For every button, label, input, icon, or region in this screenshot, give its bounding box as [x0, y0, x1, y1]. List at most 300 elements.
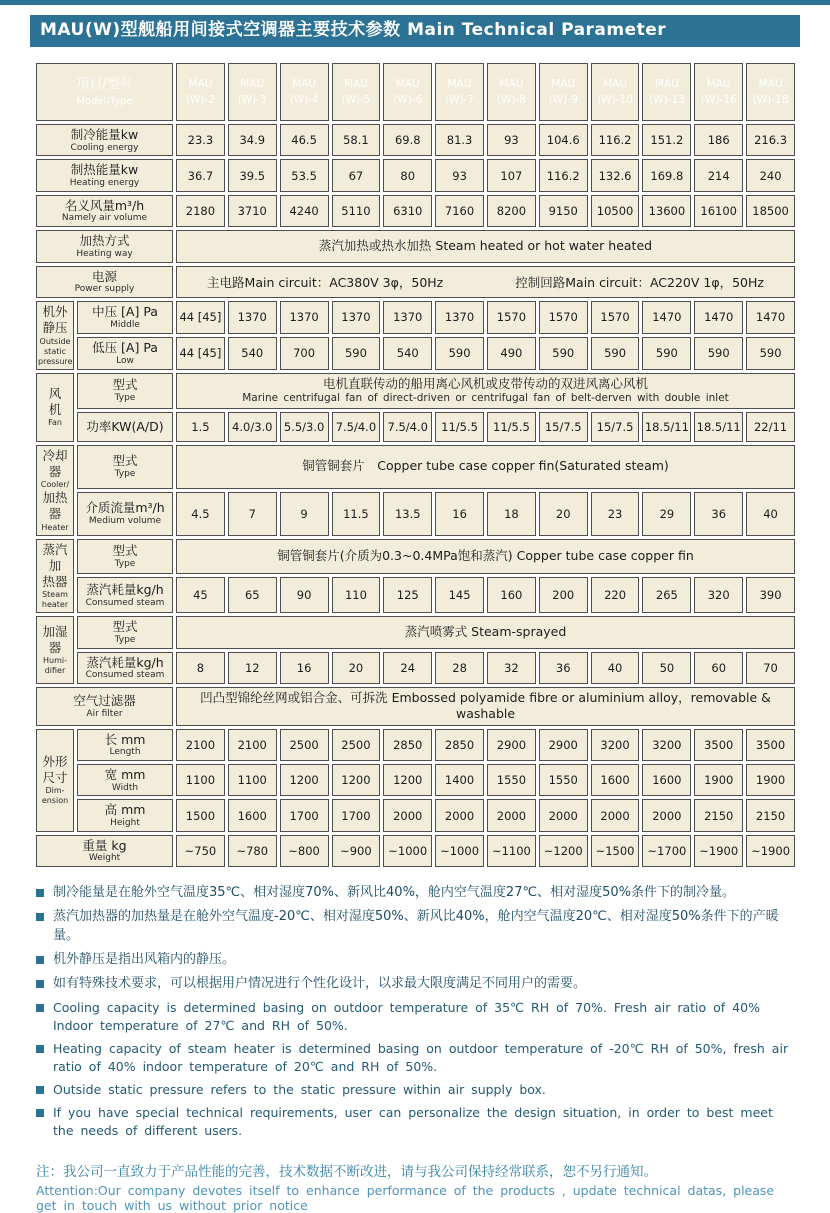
value-cell: 36: [694, 492, 743, 536]
value-cell: 32: [487, 652, 536, 684]
value-cell: 4.5: [176, 492, 225, 536]
row-label-zh: 中压 [A] Pa: [92, 304, 158, 320]
row-label-en: Height: [110, 818, 140, 829]
value-cell: 1370: [228, 301, 277, 334]
corner-cell: [36, 63, 173, 121]
value-cell: 540: [383, 337, 432, 370]
value-cell: 110: [332, 577, 381, 613]
row-label-en: Low: [116, 355, 134, 366]
value-cell: 216.3: [746, 124, 795, 156]
value-cell: 34.9: [228, 124, 277, 156]
model-code: (W)-8: [496, 94, 526, 106]
row-label-zh: 低压 [A] Pa: [92, 340, 158, 356]
value-cell: ~1700: [642, 835, 691, 867]
section-label-line: 外形: [42, 753, 68, 769]
row-label-zh: 名义风量m³/h: [64, 197, 145, 213]
row-label-zh: 制热能量kw: [70, 162, 139, 178]
row-label-en: Type: [114, 634, 136, 645]
row-label-cell: [36, 124, 173, 156]
span-value-line: Marine centrifugal fan of direct-driven or centrifugal fan of belt-derven with double inlet: [242, 391, 729, 404]
value-cell: 1700: [280, 799, 329, 831]
model-header-cell: [746, 63, 795, 121]
value-cell: 590: [591, 337, 640, 370]
value-cell: 1570: [487, 301, 536, 334]
section-label-line: Steam: [42, 590, 68, 600]
span-value-line: 蒸汽加热或热水加热 Steam heated or hot water heated: [318, 238, 653, 254]
value-cell: 160: [487, 577, 536, 613]
model-brand: MAU: [343, 77, 368, 90]
value-cell: 590: [539, 337, 588, 370]
value-cell: 44 [45]: [176, 301, 225, 334]
value-cell: ~780: [228, 835, 277, 867]
value-cell: ~1900: [746, 835, 795, 867]
span-value-cell: [176, 539, 795, 575]
row-label-zh: 高 mm: [104, 802, 146, 818]
value-cell: 46.5: [280, 124, 329, 156]
row-label-en: Type: [114, 558, 136, 569]
table-row: [36, 195, 795, 227]
value-cell: 60: [694, 652, 743, 684]
model-brand: MAU: [447, 77, 472, 90]
value-cell: 4.0/3.0: [228, 412, 277, 442]
row-label-en: Consumed steam: [85, 597, 165, 608]
model-code: (W)-2: [185, 94, 215, 106]
row-label-en: Length: [109, 747, 141, 758]
row-label-zh: 蒸汽耗量kg/h: [86, 654, 164, 670]
value-cell: 1200: [280, 764, 329, 796]
value-cell: 3200: [591, 729, 640, 761]
value-cell: 590: [642, 337, 691, 370]
value-cell: 1100: [176, 764, 225, 796]
value-cell: ~1100: [487, 835, 536, 867]
section-label-line: 加热器: [42, 490, 68, 522]
value-cell: 169.8: [642, 159, 691, 191]
row-label-cell: [77, 764, 173, 796]
model-header-cell: [383, 63, 432, 121]
bullet-square-icon: [36, 1109, 44, 1117]
value-cell: 7.5/4.0: [332, 412, 381, 442]
row-label-zh: 型式: [112, 619, 138, 635]
corner-label-en: Model/Type: [76, 95, 133, 107]
model-brand: MAU: [758, 77, 783, 90]
row-label-cell: [77, 337, 173, 370]
span-value-line: 铜管铜套片(介质为0.3~0.4MPa饱和蒸汽) Copper tube case copper fin: [277, 548, 694, 564]
row-label-en: Type: [114, 468, 136, 479]
value-cell: 1400: [435, 764, 484, 796]
section-label-line: Humi-: [43, 656, 67, 666]
value-cell: 16: [435, 492, 484, 536]
value-cell: 44 [45]: [176, 337, 225, 370]
value-cell: 1570: [591, 301, 640, 334]
table-row: [36, 577, 795, 613]
value-cell: 18.5/11: [642, 412, 691, 442]
model-code: (W)-5: [341, 94, 371, 106]
section-label-line: heater: [41, 600, 69, 610]
row-label-cell: [77, 729, 173, 761]
value-cell: 36.7: [176, 159, 225, 191]
value-cell: 1470: [694, 301, 743, 334]
row-label-cell: [36, 835, 173, 867]
row-label-cell: [77, 539, 173, 575]
value-cell: 590: [332, 337, 381, 370]
value-cell: 16: [280, 652, 329, 684]
note-text: 制冷能量是在舱外空气温度35℃、相对湿度70%、新风比40%，舱内空气温度27℃、相对湿度50%条件下的制冷量。: [53, 885, 735, 901]
value-cell: 12: [228, 652, 277, 684]
value-cell: 2850: [435, 729, 484, 761]
row-label-zh: 制冷能量kw: [70, 127, 139, 142]
model-code: (W)-4: [289, 94, 319, 106]
value-cell: 1470: [642, 301, 691, 334]
value-cell: 7: [228, 492, 277, 536]
section-label-line: ension: [41, 796, 69, 806]
value-cell: 2000: [642, 799, 691, 831]
value-cell: 2150: [694, 799, 743, 831]
model-brand: MAU: [240, 77, 265, 90]
table-row: [36, 687, 795, 726]
value-cell: 36: [539, 652, 588, 684]
value-cell: 1370: [383, 301, 432, 334]
bullet-square-icon: [36, 1086, 44, 1094]
value-cell: ~1900: [694, 835, 743, 867]
row-label-zh: 空气过滤器: [73, 693, 136, 709]
value-cell: 18: [487, 492, 536, 536]
row-label-cell: [77, 492, 173, 536]
header-row: [36, 63, 795, 121]
value-cell: ~1000: [435, 835, 484, 867]
note-item: [36, 1081, 800, 1099]
span-value-line: 铜管铜套片 Copper tube case copper fin(Saturated steam): [302, 458, 669, 474]
value-cell: 265: [642, 577, 691, 613]
section-label-cell: [36, 616, 74, 684]
table-row: [36, 159, 795, 191]
value-cell: 9: [280, 492, 329, 536]
note-item: [36, 908, 800, 946]
spec-table-body: [36, 63, 795, 867]
value-cell: 93: [435, 159, 484, 191]
table-row: [36, 301, 795, 334]
model-header-cell: [694, 63, 743, 121]
note-item: [36, 951, 800, 970]
value-cell: 3500: [746, 729, 795, 761]
value-cell: 1600: [591, 764, 640, 796]
model-header-cell: [280, 63, 329, 121]
table-row: [36, 492, 795, 536]
row-label-cell: [77, 445, 173, 489]
value-cell: 23: [591, 492, 640, 536]
value-cell: 390: [746, 577, 795, 613]
span-value-cell: [176, 230, 795, 262]
model-header-cell: [176, 63, 225, 121]
table-row: [36, 729, 795, 761]
note-text: 蒸汽加热器的加热量是在舱外空气温度-20℃、相对湿度50%、新风比40%，舱内空气温度20℃、相对湿度50%条件下的产暖量。: [53, 909, 779, 943]
table-row: [36, 124, 795, 156]
value-cell: 1370: [280, 301, 329, 334]
row-label-zh: 型式: [112, 543, 138, 559]
span-value-line: 控制回路Main circuit：AC220V 1φ，50Hz: [515, 275, 764, 291]
span-value-cell: [176, 266, 795, 298]
section-label-line: 机外: [42, 304, 68, 320]
note-text: Outside static pressure refers to the static pressure within air supply box.: [53, 1082, 546, 1097]
value-cell: 29: [642, 492, 691, 536]
value-cell: 93: [487, 124, 536, 156]
row-label-zh: 加热方式: [79, 233, 130, 249]
section-label-line: 机: [48, 402, 62, 418]
value-cell: 5110: [332, 195, 381, 227]
value-cell: 490: [487, 337, 536, 370]
value-cell: 2900: [487, 729, 536, 761]
value-cell: 1700: [332, 799, 381, 831]
value-cell: 15/7.5: [591, 412, 640, 442]
value-cell: 1200: [332, 764, 381, 796]
notes-list: [36, 884, 800, 1140]
row-label-zh: 功率KW(A/D): [86, 418, 164, 434]
value-cell: 81.3: [435, 124, 484, 156]
section-label-line: 静压: [42, 320, 68, 336]
value-cell: 1900: [694, 764, 743, 796]
model-brand: MAU: [551, 77, 576, 90]
span-value-line: 蒸汽喷雾式 Steam-sprayed: [404, 624, 567, 640]
row-label-cell: [77, 412, 173, 442]
row-label-cell: [36, 159, 173, 191]
value-cell: 132.6: [591, 159, 640, 191]
table-row: [36, 445, 795, 489]
value-cell: 2900: [539, 729, 588, 761]
row-label-en: Consumed steam: [85, 670, 165, 681]
row-label-zh: 介质流量m³/h: [85, 500, 165, 516]
top-accent-strip: [0, 0, 830, 5]
model-code: (W)-7: [445, 94, 475, 106]
value-cell: 7160: [435, 195, 484, 227]
row-label-cell: [36, 687, 173, 726]
value-cell: 80: [383, 159, 432, 191]
row-label-cell: [36, 266, 173, 298]
value-cell: 40: [746, 492, 795, 536]
row-label-zh: 重量 kg: [82, 837, 127, 853]
value-cell: 28: [435, 652, 484, 684]
model-code: (W)-13: [649, 94, 685, 106]
value-cell: ~1500: [591, 835, 640, 867]
model-header-cell: [642, 63, 691, 121]
note-text: Cooling capacity is determined basing on outdoor temperature of 35℃ RH of 70%. Fresh air ratio of 40% Indoor temperature of 27℃ and RH of 50%.: [53, 999, 760, 1033]
value-cell: 5.5/3.0: [280, 412, 329, 442]
row-label-en: Cooling energy: [70, 142, 139, 153]
table-row: [36, 539, 795, 575]
section-label-cell: [36, 539, 74, 614]
value-cell: 1600: [642, 764, 691, 796]
row-label-cell: [36, 230, 173, 262]
value-cell: 18.5/11: [694, 412, 743, 442]
model-code: (W)-3: [237, 94, 267, 106]
section-label-cell: [36, 729, 74, 832]
value-cell: 2100: [176, 729, 225, 761]
value-cell: 200: [539, 577, 588, 613]
span-value-line: 电机直联传动的船用离心风机或皮带传动的双进风离心风机: [323, 375, 649, 391]
section-label-line: 蒸汽加: [42, 541, 68, 573]
bullet-square-icon: [36, 980, 44, 988]
value-cell: 4240: [280, 195, 329, 227]
value-cell: 2000: [435, 799, 484, 831]
row-label-zh: 宽 mm: [104, 767, 146, 783]
value-cell: 65: [228, 577, 277, 613]
value-cell: 6310: [383, 195, 432, 227]
table-row: [36, 337, 795, 370]
model-brand: MAU: [499, 77, 524, 90]
value-cell: 145: [435, 577, 484, 613]
model-brand: MAU: [292, 77, 317, 90]
value-cell: 116.2: [591, 124, 640, 156]
model-code: (W)-6: [393, 94, 423, 106]
model-header-cell: [228, 63, 277, 121]
bullet-square-icon: [36, 1004, 44, 1012]
row-label-cell: [36, 195, 173, 227]
page-title: MAU(W)型舰船用间接式空调器主要技术参数 Main Technical Parameter: [30, 15, 800, 47]
value-cell: 2000: [487, 799, 536, 831]
value-cell: 1570: [539, 301, 588, 334]
table-row: [36, 230, 795, 262]
row-label-en: Namely air volume: [61, 213, 148, 224]
value-cell: 125: [383, 577, 432, 613]
section-label-cell: [36, 373, 74, 442]
model-brand: MAU: [706, 77, 731, 90]
section-label-line: Fan: [48, 418, 62, 428]
bullet-square-icon: [36, 889, 44, 897]
value-cell: 24: [383, 652, 432, 684]
section-label-line: 风: [48, 385, 62, 401]
value-cell: 2100: [228, 729, 277, 761]
value-cell: 50: [642, 652, 691, 684]
row-label-zh: 电源: [92, 268, 118, 284]
span-value-line: 主电路Main circuit：AC380V 3φ，50Hz: [207, 275, 444, 291]
value-cell: 67: [332, 159, 381, 191]
row-label-en: Weight: [88, 853, 121, 864]
value-cell: 11.5: [332, 492, 381, 536]
bullet-square-icon: [36, 956, 44, 964]
row-label-en: Middle: [110, 319, 140, 330]
value-cell: 90: [280, 577, 329, 613]
table-row: [36, 799, 795, 831]
row-label-en: Heating way: [76, 248, 133, 259]
row-label-cell: [77, 373, 173, 409]
section-label-line: 热器: [42, 574, 68, 589]
row-label-en: Air filter: [86, 708, 123, 719]
model-header-cell: [435, 63, 484, 121]
row-label-cell: [77, 799, 173, 831]
footer: [36, 1160, 800, 1213]
value-cell: 39.5: [228, 159, 277, 191]
model-header-cell: [332, 63, 381, 121]
value-cell: 13600: [642, 195, 691, 227]
value-cell: 214: [694, 159, 743, 191]
section-label-line: 加湿器: [42, 623, 68, 656]
value-cell: 11/5.5: [487, 412, 536, 442]
value-cell: 45: [176, 577, 225, 613]
value-cell: 240: [746, 159, 795, 191]
value-cell: 15/7.5: [539, 412, 588, 442]
table-row: [36, 266, 795, 298]
value-cell: 700: [280, 337, 329, 370]
model-header-cell: [591, 63, 640, 121]
value-cell: 2150: [746, 799, 795, 831]
value-cell: 8: [176, 652, 225, 684]
value-cell: ~800: [280, 835, 329, 867]
value-cell: 1470: [746, 301, 795, 334]
note-text: 如有特殊技术要求，可以根据用户情况进行个性化设计，以求最大限度满足不同用户的需要。: [53, 975, 587, 991]
section-label-line: Dim-: [45, 786, 65, 796]
value-cell: 2500: [332, 729, 381, 761]
table-wrap: [33, 60, 800, 870]
note-text: Heating capacity of steam heater is determined basing on outdoor temperature of -20℃ RH of 50%, fresh air ratio of 40% indoor temperature of 20℃ and RH of 50%.: [53, 1040, 789, 1074]
value-cell: 58.1: [332, 124, 381, 156]
table-row: [36, 616, 795, 648]
model-header-cell: [539, 63, 588, 121]
value-cell: 590: [435, 337, 484, 370]
value-cell: 1370: [435, 301, 484, 334]
value-cell: 2180: [176, 195, 225, 227]
section-label-line: Cooler/: [40, 480, 70, 489]
section-label-cell: [36, 301, 74, 370]
note-item: [36, 999, 800, 1035]
model-code: (W)-16: [700, 94, 737, 106]
span-value-cell: [176, 687, 795, 726]
value-cell: 23.3: [176, 124, 225, 156]
span-value-line: 凹凸型锦纶丝网或铝合金、可拆洗 Embossed polyamide fibre or aluminium alloy，removable & washable: [200, 690, 771, 722]
section-label-line: 冷却器: [42, 447, 68, 479]
value-cell: 20: [332, 652, 381, 684]
value-cell: 3500: [694, 729, 743, 761]
value-cell: 1550: [487, 764, 536, 796]
value-cell: 22/11: [746, 412, 795, 442]
value-cell: ~1000: [383, 835, 432, 867]
value-cell: 2000: [539, 799, 588, 831]
value-cell: 1900: [746, 764, 795, 796]
value-cell: 590: [746, 337, 795, 370]
footer-note-en: Attention:Our company devotes itself to enhance performance of the products , update technical datas, please get in touch with us without prior notice: [36, 1183, 775, 1213]
row-label-en: Type: [114, 392, 136, 403]
value-cell: 10500: [591, 195, 640, 227]
row-label-cell: [77, 652, 173, 684]
row-label-zh: 型式: [112, 377, 138, 393]
model-code: (W)-10: [597, 94, 633, 106]
value-cell: 590: [694, 337, 743, 370]
section-label-line: Heater: [41, 522, 69, 532]
value-cell: 116.2: [539, 159, 588, 191]
value-cell: 3710: [228, 195, 277, 227]
note-item: [36, 975, 800, 994]
value-cell: 1370: [332, 301, 381, 334]
span-value-cell: [176, 373, 795, 409]
model-code: (W)-18: [752, 94, 789, 106]
row-label-cell: [77, 301, 173, 334]
value-cell: 16100: [694, 195, 743, 227]
row-label-zh: 型式: [112, 453, 138, 469]
model-brand: MAU: [395, 77, 420, 90]
table-row: [36, 373, 795, 409]
row-label-en: Medium volume: [88, 515, 162, 526]
value-cell: 151.2: [642, 124, 691, 156]
section-label-line: Outside: [39, 336, 71, 346]
footer-note-zh: 注：我公司一直致力于产品性能的完善，技术数据不断改进，请与我公司保持经常联系，恕不另行通知。: [36, 1164, 657, 1181]
span-value-cell: [176, 616, 795, 648]
model-brand: MAU: [603, 77, 628, 90]
value-cell: 1.5: [176, 412, 225, 442]
value-cell: 69.8: [383, 124, 432, 156]
value-cell: 9150: [539, 195, 588, 227]
note-text: If you have special technical requirements, user can personalize the design situation, in order to best meet the needs of different users.: [53, 1105, 773, 1139]
row-label-en: Power supply: [74, 284, 135, 295]
section-label-line: static: [44, 346, 66, 356]
value-cell: 11/5.5: [435, 412, 484, 442]
model-header-cell: [487, 63, 536, 121]
